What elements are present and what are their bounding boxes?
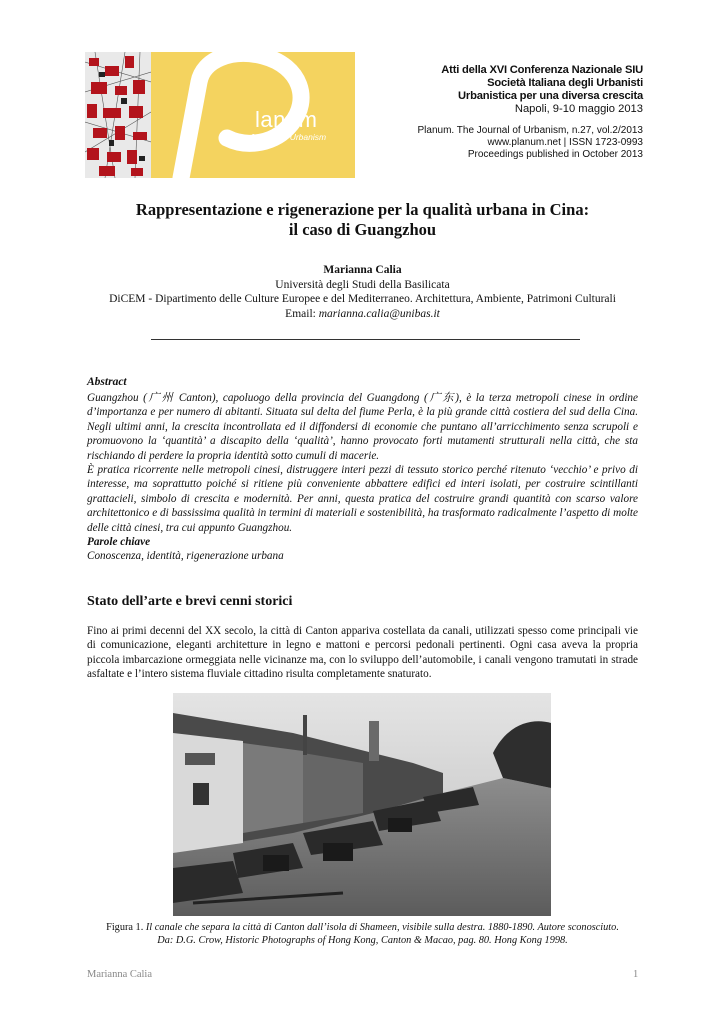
caption-text: Il canale che separa la città di Canton dall’isola di Shameen, visibile sulla destra. 1880-1890. Autore sconosciuto. — [145, 922, 619, 933]
title-line: Rappresentazione e rigenerazione per la qualità urbana in Cina: — [135, 200, 590, 219]
red-map-graphic — [85, 52, 151, 178]
journal-line: Proceedings published in October 2013 — [467, 149, 643, 160]
paper-title — [0, 200, 725, 240]
abstract-heading: Abstract — [87, 376, 127, 388]
logo-tagline: The Journal of Urbanism — [233, 132, 327, 142]
footer-author: Marianna Calia — [87, 969, 153, 980]
author-name: Marianna Calia — [323, 264, 402, 276]
logo-word: lanum — [255, 107, 318, 132]
email-label: Email: — [285, 307, 319, 320]
figure-label: Figura 1. — [106, 922, 146, 933]
section-heading: Stato dell’arte e brevi cenni storici — [87, 594, 293, 609]
keywords: Conoscenza, identità, rigenerazione urbana — [87, 550, 284, 563]
conference-line: Società Italiana degli Urbanisti — [487, 77, 643, 89]
abstract-body — [87, 391, 638, 564]
journal-line: Planum. The Journal of Urbanism, n.27, vol.2/2013 — [417, 125, 643, 136]
title-line: il caso di Guangzhou — [288, 220, 437, 239]
email-link[interactable]: marianna.calia@unibas.it — [318, 307, 440, 320]
conference-info — [418, 64, 644, 161]
conference-line: Urbanistica per una diversa crescita — [458, 90, 643, 102]
separator-rule — [151, 339, 580, 340]
caption-source: Da: D.G. Crow, Historic Photographs of Hong Kong, Canton & Macao, pag. 80. Hong Kong 1998. — [157, 935, 568, 946]
journal-banner — [85, 52, 651, 178]
email-line — [0, 307, 725, 322]
abstract-paragraph: Guangzhou (广州 Canton), capoluogo della provincia del Guangdong (广东), è la terza metropoli cinese in ordine d’importanza e per numero di abitanti. Situata sul delta del fiume Perla, è la più grande città costiera del sud della Cina. Negli ultimi anni, la crescita incontrollata ed il diffondersi di economie che puntano all’arricchimento senza scrupoli e promuovono la ‘quantità’ a discapito della ‘qualità’, hanno provocato forti mutamenti strutturali nella città, che sta rischiando di perdere la propria identità sotto cumuli di macerie. — [87, 392, 638, 462]
abstract-paragraph: È pratica ricorrente nelle metropoli cinesi, distruggere interi pezzi di tessuto storico perché ritenuto ‘vecchio’ e privo di interesse, ma soprattutto poiché si ritiene più conveniente abbattere edifici ed interi isolati, per costruire scintillanti grattacieli, simbolo di crescita e modernità. Per anni, questa pratica del costruire grandi quantità con scarso valore architettonico e di bassissima qualità in termini di materiali e sostenibilità, ha trasformato radicalmente l’aspetto di molte delle città cinesi, tra cui appunto Guangzhou. — [87, 464, 638, 534]
planum-logo — [151, 52, 355, 178]
figure-caption — [87, 921, 638, 947]
section-paragraph: Fino ai primi decenni del XX secolo, la città di Canton appariva costellata da canali, utilizzati spesso come principali vie di comunicazione, eleganti architetture in legno e mattoni e percorsi pedonali pertinenti. Ogni casa aveva la propria piccola imbarcazione ormeggiata nelle vicinanze ma, con lo sviluppo dell’automobile, i canali vengono tramutati in strade asfaltate e l’intero sistema fluviale cittadino risulta completamente snaturato. — [87, 625, 638, 681]
planum-p-icon — [151, 52, 355, 178]
author-block — [0, 263, 725, 321]
caption-line-1 — [87, 921, 638, 934]
affiliation: Università degli Studi della Basilicata — [275, 278, 450, 291]
conference-line: Napoli, 9-10 maggio 2013 — [514, 103, 643, 115]
historic-canal-photo — [173, 693, 551, 916]
journal-line: www.planum.net | ISSN 1723-0993 — [487, 137, 643, 148]
affiliation: DiCEM - Dipartimento delle Culture Europee e del Mediterraneo. Architettura, Ambiente, Patrimoni Culturali — [109, 293, 616, 305]
conference-line: Atti della XVI Conferenza Nazionale SIU — [441, 64, 643, 76]
page-number: 1 — [633, 969, 639, 980]
keywords-heading: Parole chiave — [87, 536, 151, 549]
